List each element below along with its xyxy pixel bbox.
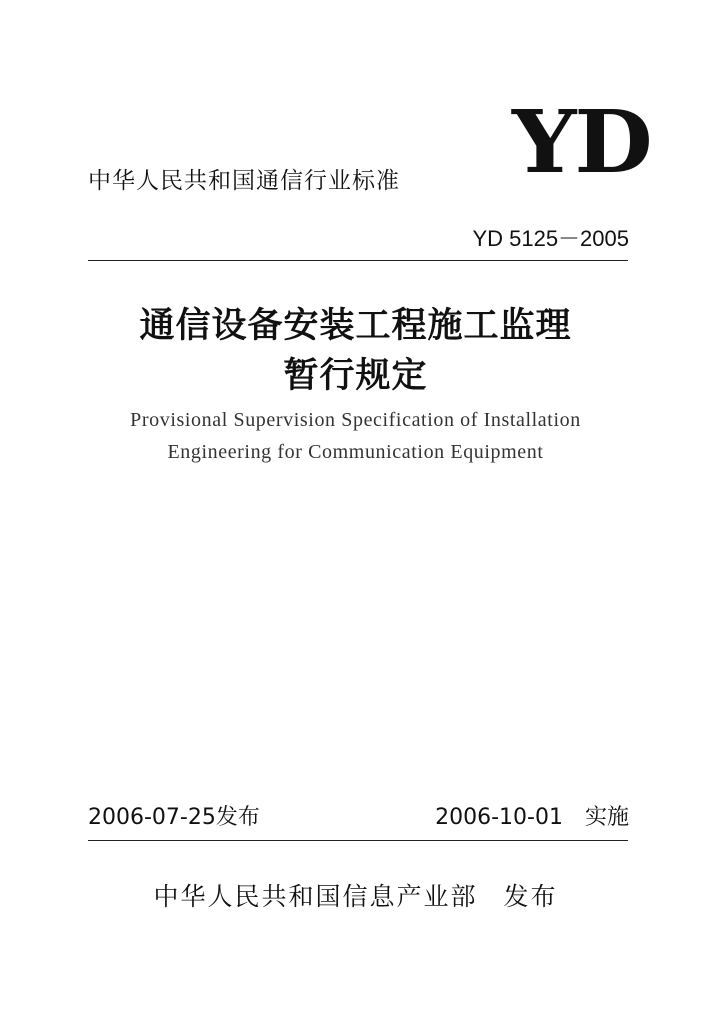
implement-date: 2006-10-01 — [435, 805, 563, 830]
top-divider — [88, 260, 628, 261]
publish-date: 2006-07-25 — [88, 805, 216, 830]
issue-label: 发布 — [503, 882, 558, 911]
issuer-name: 中华人民共和国信息产业部 — [153, 882, 478, 911]
title-english-line-1: Provisional Supervision Specification of Installation — [130, 409, 581, 431]
standard-logo: YD — [512, 92, 651, 193]
title-english-line-2: Engineering for Communication Equipment — [167, 441, 544, 463]
title-chinese-line-1: 通信设备安装工程施工监理 — [139, 305, 572, 346]
title-chinese-line-2: 暂行规定 — [283, 355, 428, 396]
publish-label: 发布 — [215, 805, 260, 830]
publish-date-block — [88, 807, 260, 829]
issuer-block — [0, 884, 711, 909]
implement-date-block — [435, 807, 629, 829]
standard-number: YD 5125－2005 — [472, 226, 629, 251]
bottom-divider — [88, 840, 628, 841]
standard-category: 中华人民共和国通信行业标准 — [88, 168, 400, 194]
implement-label: 实施 — [584, 805, 629, 830]
